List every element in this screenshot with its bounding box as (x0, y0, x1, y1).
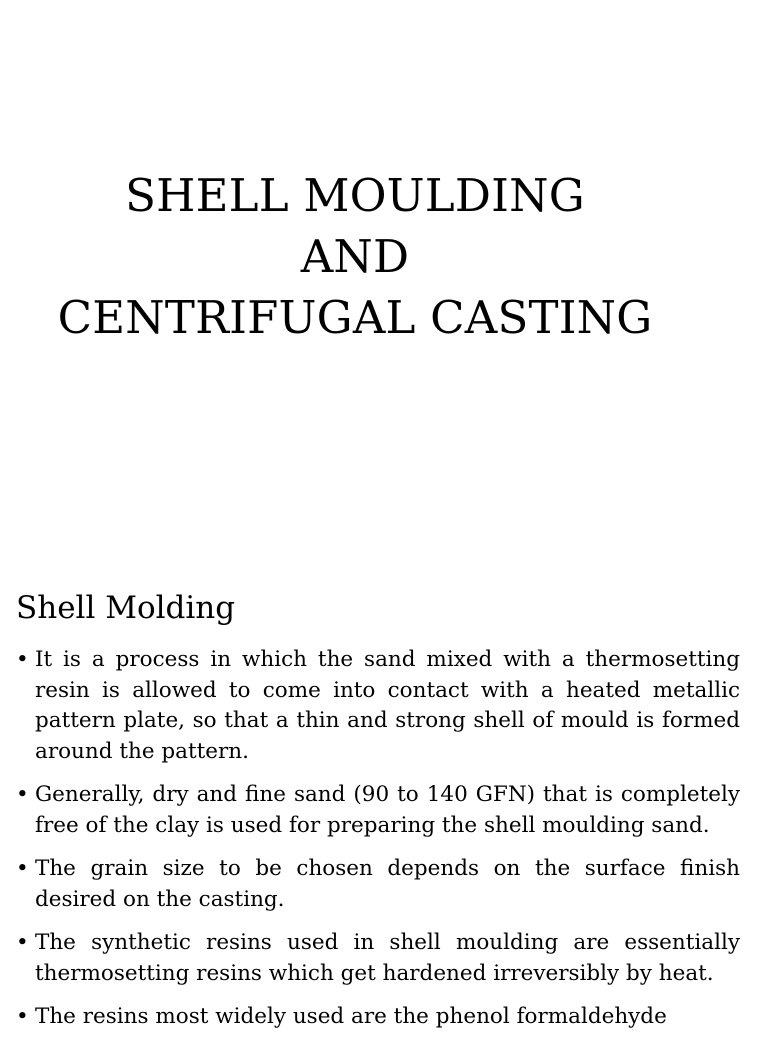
bullet-dot-icon: • (16, 930, 29, 955)
bullet-text: The grain size to be chosen depends on the surface finish desired on the casting. (35, 856, 740, 912)
bullet-item (16, 928, 740, 989)
bullet-dot-icon: • (16, 647, 29, 672)
section-heading: Shell Molding (16, 590, 236, 626)
title-line-1: SHELL MOULDING (125, 169, 585, 222)
bullet-item (16, 854, 740, 915)
bullet-item (16, 780, 740, 841)
title-line-2: AND (300, 230, 410, 283)
bullet-text: The synthetic resins used in shell moulding are essentially thermosetting resins which get hardened irreversibly by heat. (35, 930, 740, 986)
bullet-dot-icon: • (16, 1004, 29, 1029)
document-title (0, 165, 710, 348)
bullet-item (16, 1002, 740, 1033)
bullet-dot-icon: • (16, 856, 29, 881)
title-line-3: CENTRIFUGAL CASTING (57, 291, 653, 344)
bullet-item (16, 645, 740, 767)
bullet-text: Generally, dry and fine sand (90 to 140 GFN) that is completely free of the clay is used for preparing the shell moulding sand. (35, 782, 740, 838)
bullet-dot-icon: • (16, 782, 29, 807)
bullet-text: It is a process in which the sand mixed with a thermosetting resin is allowed to come into contact with a heated metallic pattern plate, so that a thin and strong shell of mould is formed around the pattern. (35, 647, 740, 764)
bullet-list (16, 645, 740, 1046)
bullet-text: The resins most widely used are the phenol formaldehyde (35, 1004, 667, 1029)
